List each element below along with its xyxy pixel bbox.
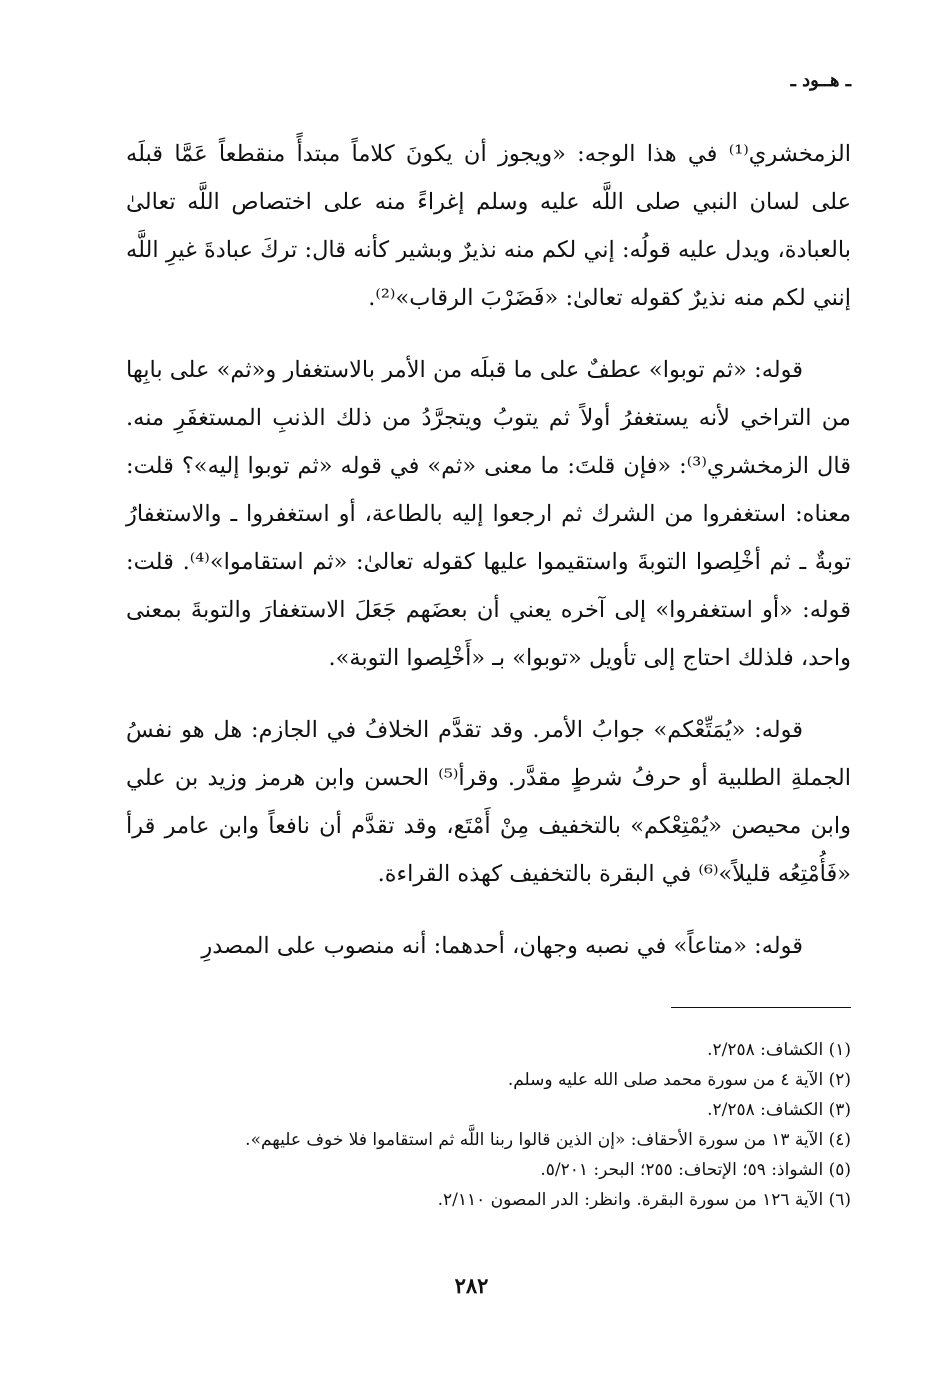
footnote-1: (١) الكشاف: ٢/٢٥٨. xyxy=(707,1040,851,1060)
page-number: ٢٨٢ xyxy=(454,1273,489,1298)
footnote-separator xyxy=(671,1007,851,1008)
running-header: ـ هــود ـ xyxy=(790,70,851,91)
main-text xyxy=(126,130,851,994)
footnote-5: (٥) الشواذ: ٥٩؛ الإتحاف: ٢٥٥؛ البحر: ٥/٢٠١. xyxy=(540,1160,851,1180)
footnote-6: (٦) الآية ١٢٦ من سورة البقرة. وانظر: الدر المصون ٢/١١٠. xyxy=(437,1190,851,1210)
paragraph-4: قوله: «متاعاً» في نصبه وجهان، أحدهما: أنه منصوب على المصدرِ xyxy=(201,933,803,959)
paragraph-1: الزمخشري⁽¹⁾ في هذا الوجه: «ويجوز أن يكونَ كلاماً مبتدأً منقطعاً عَمَّا قبلَه على لسان النبي صلى اللَّه عليه وسلم إغراءً منه على اختصاص اللَّه تعالىٰ بالعبادة، ويدل عليه قولُه: إني لكم منه نذيرٌ وبشير كأنه قال: تركَ عبادةَ غيرِ اللَّه إنني لكم منه نذيرٌ كقوله تعالىٰ: «فَضَرْبَ الرقاب»⁽²⁾. xyxy=(126,141,851,311)
paragraph-2: قوله: «ثم توبوا» عطفٌ على ما قبلَه من الأمر بالاستغفار و«ثم» على بابِها من التراخي لأنه يستغفرُ أولاً ثم يتوبُ ويتجرَّدُ من ذلك الذنبِ المستغفَرِ منه. قال الزمخشري⁽³⁾: «فإن قلتَ: ما معنى «ثم» في قوله «ثم توبوا إليه»؟ قلت: معناه: استغفروا من الشرك ثم ارجعوا إليه بالطاعة، أو استغفروا ـ والاستغفارُ توبةٌ ـ ثم أخْلِصوا التوبةَ واستقيموا عليها كقوله تعالىٰ: «ثم استقاموا»⁽⁴⁾. قلت: قوله: «أو استغفروا» إلى آخره يعني أن بعضَهم جَعَلَ الاستغفارَ والتوبةَ بمعنى واحد، فلذلك احتاج إلى تأويل «توبوا» بـ «أَخْلِصوا التوبة». xyxy=(126,357,851,671)
paragraph-3: قوله: «يُمَتِّعْكم» جوابُ الأمر. وقد تقدَّم الخلافُ في الجازم: هل هو نفسُ الجملةِ الطلبية أو حرفُ شرطٍ مقدَّر. وقرأ⁽⁵⁾ الحسن وابن هرمز وزيد بن علي وابن محيصن «يُمْتِعْكم» بالتخفيف مِنْ أَمْتَع، وقد تقدَّم أن نافعاً وابن عامر قرأ «فَأُمْتِعُه قليلاً»⁽⁶⁾ في البقرة بالتخفيف كهذه القراءة. xyxy=(126,717,851,887)
footnote-2: (٢) الآية ٤ من سورة محمد صلى الله عليه وسلم. xyxy=(507,1070,851,1090)
footnote-4: (٤) الآية ١٣ من سورة الأحقاف: «إن الذين قالوا ربنا اللَّه ثم استقاموا فلا خوف عليهم». xyxy=(245,1130,851,1150)
footnotes-list xyxy=(126,1035,851,1215)
footnote-3: (٣) الكشاف: ٢/٢٥٨. xyxy=(707,1100,851,1120)
